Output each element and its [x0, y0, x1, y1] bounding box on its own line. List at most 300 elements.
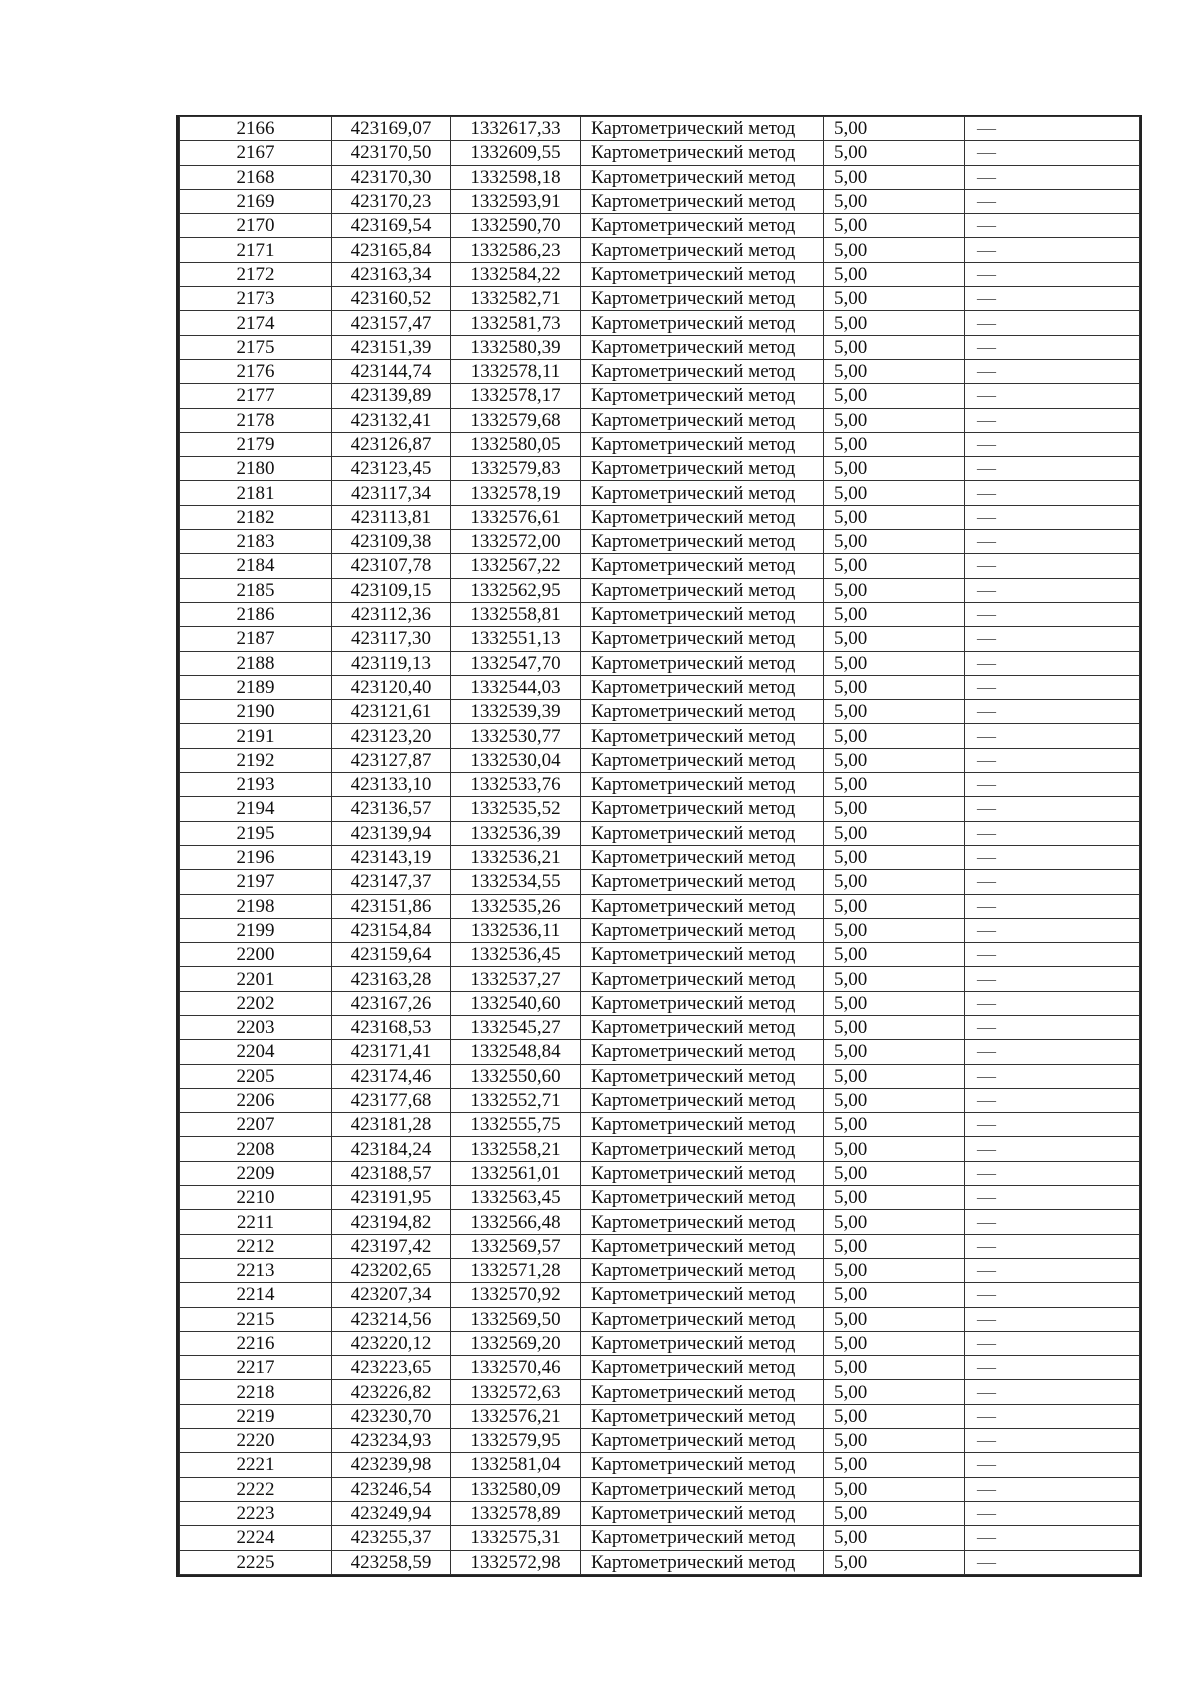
y-coordinate-cell: 1332567,22 — [451, 554, 581, 578]
method-cell: Картометрический метод — [581, 1088, 824, 1112]
accuracy-cell: 5,00 — [824, 530, 965, 554]
x-coordinate-cell: 423133,10 — [332, 773, 451, 797]
note-cell: — — [965, 918, 1140, 942]
table-row — [180, 432, 1140, 456]
point-number-cell: 2189 — [180, 675, 332, 699]
accuracy-cell: 5,00 — [824, 287, 965, 311]
point-number-cell: 2186 — [180, 602, 332, 626]
method-cell: Картометрический метод — [581, 1380, 824, 1404]
note-cell: — — [965, 1210, 1140, 1234]
note-cell: — — [965, 189, 1140, 213]
x-coordinate-cell: 423151,39 — [332, 335, 451, 359]
method-cell: Картометрический метод — [581, 1040, 824, 1064]
method-cell: Картометрический метод — [581, 651, 824, 675]
accuracy-cell: 5,00 — [824, 578, 965, 602]
x-coordinate-cell: 423127,87 — [332, 748, 451, 772]
accuracy-cell: 5,00 — [824, 748, 965, 772]
accuracy-cell: 5,00 — [824, 408, 965, 432]
table-row — [180, 748, 1140, 772]
method-cell: Картометрический метод — [581, 1526, 824, 1550]
y-coordinate-cell: 1332593,91 — [451, 189, 581, 213]
method-cell: Картометрический метод — [581, 214, 824, 238]
note-cell: — — [965, 359, 1140, 383]
x-coordinate-cell: 423258,59 — [332, 1550, 451, 1574]
method-cell: Картометрический метод — [581, 408, 824, 432]
table-row — [180, 1234, 1140, 1258]
note-cell: — — [965, 991, 1140, 1015]
accuracy-cell: 5,00 — [824, 505, 965, 529]
y-coordinate-cell: 1332584,22 — [451, 262, 581, 286]
y-coordinate-cell: 1332550,60 — [451, 1064, 581, 1088]
accuracy-cell: 5,00 — [824, 602, 965, 626]
method-cell: Картометрический метод — [581, 773, 824, 797]
point-number-cell: 2171 — [180, 238, 332, 262]
accuracy-cell: 5,00 — [824, 1040, 965, 1064]
point-number-cell: 2185 — [180, 578, 332, 602]
point-number-cell: 2177 — [180, 384, 332, 408]
point-number-cell: 2170 — [180, 214, 332, 238]
x-coordinate-cell: 423188,57 — [332, 1161, 451, 1185]
table-row — [180, 1550, 1140, 1574]
x-coordinate-cell: 423113,81 — [332, 505, 451, 529]
method-cell: Картометрический метод — [581, 627, 824, 651]
y-coordinate-cell: 1332617,33 — [451, 117, 581, 141]
note-cell: — — [965, 457, 1140, 481]
note-cell: — — [965, 141, 1140, 165]
x-coordinate-cell: 423119,13 — [332, 651, 451, 675]
table-row — [180, 287, 1140, 311]
accuracy-cell: 5,00 — [824, 1161, 965, 1185]
y-coordinate-cell: 1332548,84 — [451, 1040, 581, 1064]
accuracy-cell: 5,00 — [824, 797, 965, 821]
table-row — [180, 457, 1140, 481]
accuracy-cell: 5,00 — [824, 384, 965, 408]
note-cell: — — [965, 214, 1140, 238]
note-cell: — — [965, 287, 1140, 311]
y-coordinate-cell: 1332530,77 — [451, 724, 581, 748]
point-number-cell: 2212 — [180, 1234, 332, 1258]
y-coordinate-cell: 1332569,57 — [451, 1234, 581, 1258]
method-cell: Картометрический метод — [581, 578, 824, 602]
table-row — [180, 821, 1140, 845]
accuracy-cell: 5,00 — [824, 432, 965, 456]
accuracy-cell: 5,00 — [824, 1477, 965, 1501]
point-number-cell: 2180 — [180, 457, 332, 481]
x-coordinate-cell: 423181,28 — [332, 1113, 451, 1137]
y-coordinate-cell: 1332569,20 — [451, 1331, 581, 1355]
y-coordinate-cell: 1332536,11 — [451, 918, 581, 942]
x-coordinate-cell: 423117,30 — [332, 627, 451, 651]
table-row — [180, 918, 1140, 942]
point-number-cell: 2217 — [180, 1356, 332, 1380]
note-cell: — — [965, 384, 1140, 408]
x-coordinate-cell: 423230,70 — [332, 1404, 451, 1428]
note-cell: — — [965, 797, 1140, 821]
point-number-cell: 2216 — [180, 1331, 332, 1355]
point-number-cell: 2173 — [180, 287, 332, 311]
accuracy-cell: 5,00 — [824, 724, 965, 748]
accuracy-cell: 5,00 — [824, 1015, 965, 1039]
method-cell: Картометрический метод — [581, 530, 824, 554]
note-cell: — — [965, 870, 1140, 894]
y-coordinate-cell: 1332578,17 — [451, 384, 581, 408]
table-row — [180, 1113, 1140, 1137]
table-row — [180, 1137, 1140, 1161]
x-coordinate-cell: 423223,65 — [332, 1356, 451, 1380]
y-coordinate-cell: 1332563,45 — [451, 1186, 581, 1210]
method-cell: Картометрический метод — [581, 262, 824, 286]
table-row — [180, 214, 1140, 238]
point-number-cell: 2211 — [180, 1210, 332, 1234]
x-coordinate-cell: 423144,74 — [332, 359, 451, 383]
accuracy-cell: 5,00 — [824, 1453, 965, 1477]
method-cell: Картометрический метод — [581, 1429, 824, 1453]
table-row — [180, 530, 1140, 554]
point-number-cell: 2195 — [180, 821, 332, 845]
y-coordinate-cell: 1332544,03 — [451, 675, 581, 699]
table-row — [180, 505, 1140, 529]
method-cell: Картометрический метод — [581, 748, 824, 772]
y-coordinate-cell: 1332558,81 — [451, 602, 581, 626]
x-coordinate-cell: 423109,15 — [332, 578, 451, 602]
x-coordinate-cell: 423197,42 — [332, 1234, 451, 1258]
point-number-cell: 2175 — [180, 335, 332, 359]
note-cell: — — [965, 1015, 1140, 1039]
method-cell: Картометрический метод — [581, 554, 824, 578]
method-cell: Картометрический метод — [581, 797, 824, 821]
note-cell: — — [965, 1258, 1140, 1282]
table-row — [180, 1210, 1140, 1234]
accuracy-cell: 5,00 — [824, 1356, 965, 1380]
accuracy-cell: 5,00 — [824, 165, 965, 189]
point-number-cell: 2183 — [180, 530, 332, 554]
accuracy-cell: 5,00 — [824, 457, 965, 481]
table-row — [180, 1064, 1140, 1088]
y-coordinate-cell: 1332580,05 — [451, 432, 581, 456]
point-number-cell: 2188 — [180, 651, 332, 675]
method-cell: Картометрический метод — [581, 821, 824, 845]
table-row — [180, 554, 1140, 578]
point-number-cell: 2194 — [180, 797, 332, 821]
method-cell: Картометрический метод — [581, 1234, 824, 1258]
accuracy-cell: 5,00 — [824, 311, 965, 335]
y-coordinate-cell: 1332570,92 — [451, 1283, 581, 1307]
note-cell: — — [965, 165, 1140, 189]
y-coordinate-cell: 1332580,09 — [451, 1477, 581, 1501]
note-cell: — — [965, 1501, 1140, 1525]
x-coordinate-cell: 423167,26 — [332, 991, 451, 1015]
y-coordinate-cell: 1332535,26 — [451, 894, 581, 918]
point-number-cell: 2200 — [180, 943, 332, 967]
method-cell: Картометрический метод — [581, 481, 824, 505]
method-cell: Картометрический метод — [581, 991, 824, 1015]
point-number-cell: 2199 — [180, 918, 332, 942]
accuracy-cell: 5,00 — [824, 1234, 965, 1258]
x-coordinate-cell: 423132,41 — [332, 408, 451, 432]
point-number-cell: 2193 — [180, 773, 332, 797]
table-row — [180, 335, 1140, 359]
method-cell: Картометрический метод — [581, 165, 824, 189]
note-cell: — — [965, 578, 1140, 602]
method-cell: Картометрический метод — [581, 943, 824, 967]
y-coordinate-cell: 1332578,19 — [451, 481, 581, 505]
y-coordinate-cell: 1332571,28 — [451, 1258, 581, 1282]
note-cell: — — [965, 700, 1140, 724]
x-coordinate-cell: 423117,34 — [332, 481, 451, 505]
accuracy-cell: 5,00 — [824, 943, 965, 967]
x-coordinate-cell: 423123,20 — [332, 724, 451, 748]
y-coordinate-cell: 1332537,27 — [451, 967, 581, 991]
table-row — [180, 845, 1140, 869]
note-cell: — — [965, 408, 1140, 432]
note-cell: — — [965, 311, 1140, 335]
note-cell: — — [965, 773, 1140, 797]
x-coordinate-cell: 423126,87 — [332, 432, 451, 456]
accuracy-cell: 5,00 — [824, 1113, 965, 1137]
note-cell: — — [965, 262, 1140, 286]
table-row — [180, 1477, 1140, 1501]
method-cell: Картометрический метод — [581, 384, 824, 408]
x-coordinate-cell: 423177,68 — [332, 1088, 451, 1112]
note-cell: — — [965, 505, 1140, 529]
note-cell: — — [965, 1429, 1140, 1453]
note-cell: — — [965, 1453, 1140, 1477]
table-row — [180, 1526, 1140, 1550]
y-coordinate-cell: 1332555,75 — [451, 1113, 581, 1137]
note-cell: — — [965, 821, 1140, 845]
accuracy-cell: 5,00 — [824, 481, 965, 505]
table-row — [180, 602, 1140, 626]
table-row — [180, 384, 1140, 408]
note-cell: — — [965, 627, 1140, 651]
note-cell: — — [965, 845, 1140, 869]
y-coordinate-cell: 1332576,21 — [451, 1404, 581, 1428]
y-coordinate-cell: 1332530,04 — [451, 748, 581, 772]
accuracy-cell: 5,00 — [824, 1088, 965, 1112]
method-cell: Картометрический метод — [581, 117, 824, 141]
point-number-cell: 2168 — [180, 165, 332, 189]
y-coordinate-cell: 1332566,48 — [451, 1210, 581, 1234]
point-number-cell: 2178 — [180, 408, 332, 432]
table-row — [180, 359, 1140, 383]
x-coordinate-cell: 423159,64 — [332, 943, 451, 967]
table-row — [180, 991, 1140, 1015]
accuracy-cell: 5,00 — [824, 651, 965, 675]
table-row — [180, 408, 1140, 432]
method-cell: Картометрический метод — [581, 675, 824, 699]
y-coordinate-cell: 1332579,95 — [451, 1429, 581, 1453]
note-cell: — — [965, 1380, 1140, 1404]
note-cell: — — [965, 1161, 1140, 1185]
x-coordinate-cell: 423249,94 — [332, 1501, 451, 1525]
method-cell: Картометрический метод — [581, 238, 824, 262]
x-coordinate-cell: 423136,57 — [332, 797, 451, 821]
x-coordinate-cell: 423112,36 — [332, 602, 451, 626]
point-number-cell: 2190 — [180, 700, 332, 724]
note-cell: — — [965, 238, 1140, 262]
note-cell: — — [965, 1088, 1140, 1112]
y-coordinate-cell: 1332540,60 — [451, 991, 581, 1015]
note-cell: — — [965, 1283, 1140, 1307]
accuracy-cell: 5,00 — [824, 1186, 965, 1210]
table-row — [180, 1453, 1140, 1477]
x-coordinate-cell: 423220,12 — [332, 1331, 451, 1355]
coordinates-table — [179, 116, 1140, 1575]
method-cell: Картометрический метод — [581, 1550, 824, 1574]
method-cell: Картометрический метод — [581, 287, 824, 311]
table-row — [180, 165, 1140, 189]
x-coordinate-cell: 423170,30 — [332, 165, 451, 189]
accuracy-cell: 5,00 — [824, 1429, 965, 1453]
accuracy-cell: 5,00 — [824, 359, 965, 383]
x-coordinate-cell: 423246,54 — [332, 1477, 451, 1501]
point-number-cell: 2207 — [180, 1113, 332, 1137]
method-cell: Картометрический метод — [581, 505, 824, 529]
table-row — [180, 627, 1140, 651]
table-row — [180, 1307, 1140, 1331]
x-coordinate-cell: 423184,24 — [332, 1137, 451, 1161]
x-coordinate-cell: 423163,28 — [332, 967, 451, 991]
point-number-cell: 2192 — [180, 748, 332, 772]
point-number-cell: 2223 — [180, 1501, 332, 1525]
y-coordinate-cell: 1332575,31 — [451, 1526, 581, 1550]
x-coordinate-cell: 423191,95 — [332, 1186, 451, 1210]
x-coordinate-cell: 423163,34 — [332, 262, 451, 286]
x-coordinate-cell: 423207,34 — [332, 1283, 451, 1307]
method-cell: Картометрический метод — [581, 1186, 824, 1210]
accuracy-cell: 5,00 — [824, 1258, 965, 1282]
y-coordinate-cell: 1332547,70 — [451, 651, 581, 675]
accuracy-cell: 5,00 — [824, 627, 965, 651]
point-number-cell: 2220 — [180, 1429, 332, 1453]
x-coordinate-cell: 423170,50 — [332, 141, 451, 165]
method-cell: Картометрический метод — [581, 1137, 824, 1161]
point-number-cell: 2201 — [180, 967, 332, 991]
accuracy-cell: 5,00 — [824, 1307, 965, 1331]
table-row — [180, 1015, 1140, 1039]
note-cell: — — [965, 675, 1140, 699]
note-cell: — — [965, 748, 1140, 772]
y-coordinate-cell: 1332536,39 — [451, 821, 581, 845]
x-coordinate-cell: 423109,38 — [332, 530, 451, 554]
y-coordinate-cell: 1332551,13 — [451, 627, 581, 651]
x-coordinate-cell: 423147,37 — [332, 870, 451, 894]
point-number-cell: 2172 — [180, 262, 332, 286]
method-cell: Картометрический метод — [581, 918, 824, 942]
table-row — [180, 1380, 1140, 1404]
table-row — [180, 1429, 1140, 1453]
y-coordinate-cell: 1332572,98 — [451, 1550, 581, 1574]
x-coordinate-cell: 423139,94 — [332, 821, 451, 845]
y-coordinate-cell: 1332581,73 — [451, 311, 581, 335]
table-row — [180, 238, 1140, 262]
method-cell: Картометрический метод — [581, 1307, 824, 1331]
accuracy-cell: 5,00 — [824, 1331, 965, 1355]
note-cell: — — [965, 894, 1140, 918]
method-cell: Картометрический метод — [581, 1331, 824, 1355]
x-coordinate-cell: 423239,98 — [332, 1453, 451, 1477]
note-cell: — — [965, 1477, 1140, 1501]
method-cell: Картометрический метод — [581, 870, 824, 894]
point-number-cell: 2215 — [180, 1307, 332, 1331]
x-coordinate-cell: 423151,86 — [332, 894, 451, 918]
method-cell: Картометрический метод — [581, 141, 824, 165]
x-coordinate-cell: 423154,84 — [332, 918, 451, 942]
table-row — [180, 117, 1140, 141]
point-number-cell: 2224 — [180, 1526, 332, 1550]
y-coordinate-cell: 1332609,55 — [451, 141, 581, 165]
y-coordinate-cell: 1332569,50 — [451, 1307, 581, 1331]
note-cell: — — [965, 1040, 1140, 1064]
method-cell: Картометрический метод — [581, 724, 824, 748]
accuracy-cell: 5,00 — [824, 700, 965, 724]
table-row — [180, 481, 1140, 505]
coordinates-table-container — [176, 115, 1142, 1577]
note-cell: — — [965, 1064, 1140, 1088]
method-cell: Картометрический метод — [581, 189, 824, 213]
note-cell: — — [965, 432, 1140, 456]
note-cell: — — [965, 1331, 1140, 1355]
accuracy-cell: 5,00 — [824, 1501, 965, 1525]
note-cell: — — [965, 1137, 1140, 1161]
table-row — [180, 675, 1140, 699]
x-coordinate-cell: 423169,07 — [332, 117, 451, 141]
point-number-cell: 2225 — [180, 1550, 332, 1574]
y-coordinate-cell: 1332578,11 — [451, 359, 581, 383]
method-cell: Картометрический метод — [581, 432, 824, 456]
y-coordinate-cell: 1332579,83 — [451, 457, 581, 481]
table-row — [180, 1501, 1140, 1525]
x-coordinate-cell: 423169,54 — [332, 214, 451, 238]
y-coordinate-cell: 1332582,71 — [451, 287, 581, 311]
method-cell: Картометрический метод — [581, 1356, 824, 1380]
accuracy-cell: 5,00 — [824, 141, 965, 165]
accuracy-cell: 5,00 — [824, 189, 965, 213]
point-number-cell: 2219 — [180, 1404, 332, 1428]
table-row — [180, 1161, 1140, 1185]
table-row — [180, 724, 1140, 748]
method-cell: Картометрический метод — [581, 335, 824, 359]
note-cell: — — [965, 1404, 1140, 1428]
method-cell: Картометрический метод — [581, 1283, 824, 1307]
x-coordinate-cell: 423214,56 — [332, 1307, 451, 1331]
point-number-cell: 2191 — [180, 724, 332, 748]
y-coordinate-cell: 1332598,18 — [451, 165, 581, 189]
method-cell: Картометрический метод — [581, 894, 824, 918]
x-coordinate-cell: 423160,52 — [332, 287, 451, 311]
table-row — [180, 700, 1140, 724]
accuracy-cell: 5,00 — [824, 821, 965, 845]
point-number-cell: 2206 — [180, 1088, 332, 1112]
accuracy-cell: 5,00 — [824, 675, 965, 699]
accuracy-cell: 5,00 — [824, 1380, 965, 1404]
y-coordinate-cell: 1332552,71 — [451, 1088, 581, 1112]
accuracy-cell: 5,00 — [824, 1137, 965, 1161]
accuracy-cell: 5,00 — [824, 1283, 965, 1307]
accuracy-cell: 5,00 — [824, 894, 965, 918]
accuracy-cell: 5,00 — [824, 991, 965, 1015]
point-number-cell: 2218 — [180, 1380, 332, 1404]
table-row — [180, 1283, 1140, 1307]
x-coordinate-cell: 423170,23 — [332, 189, 451, 213]
point-number-cell: 2197 — [180, 870, 332, 894]
accuracy-cell: 5,00 — [824, 1526, 965, 1550]
y-coordinate-cell: 1332581,04 — [451, 1453, 581, 1477]
accuracy-cell: 5,00 — [824, 1404, 965, 1428]
point-number-cell: 2222 — [180, 1477, 332, 1501]
x-coordinate-cell: 423121,61 — [332, 700, 451, 724]
point-number-cell: 2179 — [180, 432, 332, 456]
